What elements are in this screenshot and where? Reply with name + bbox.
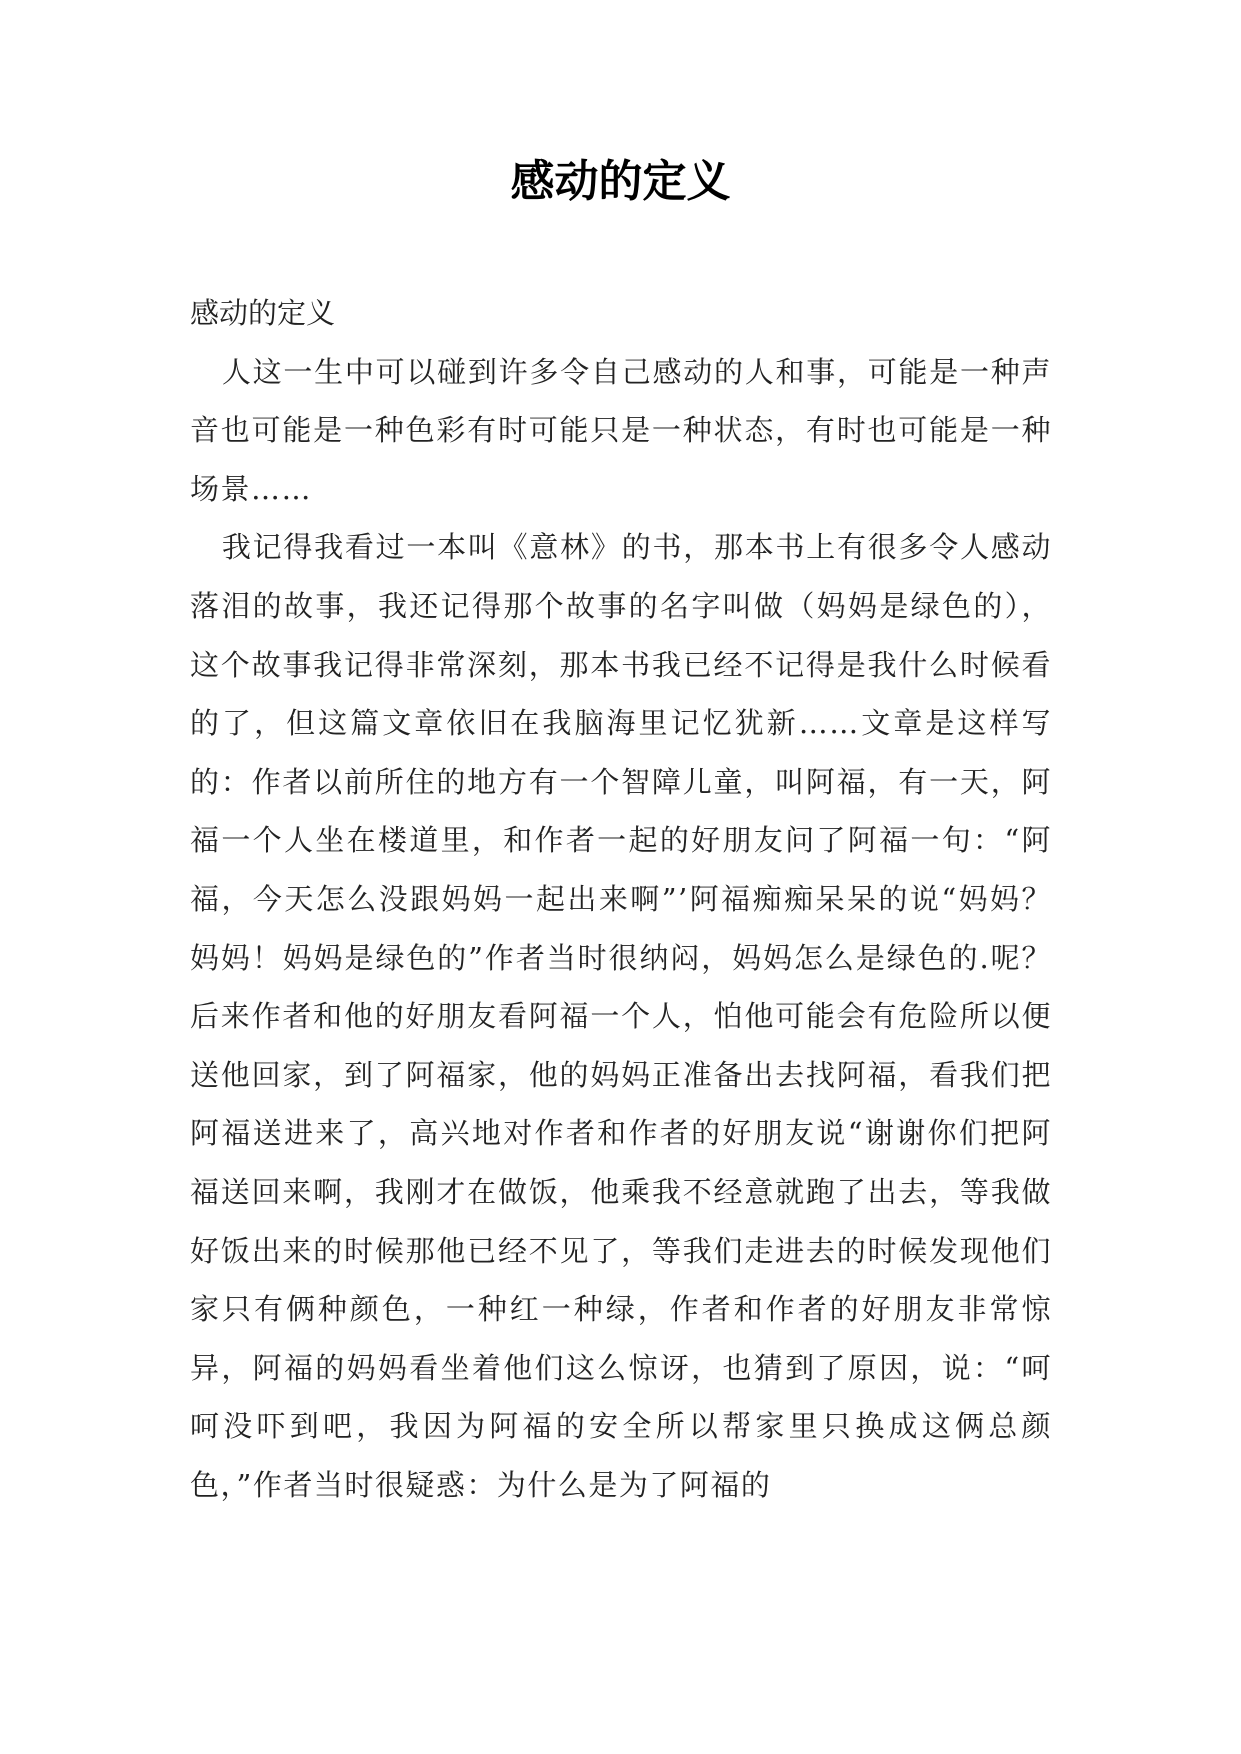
paragraph: 我记得我看过一本叫《意林》的书，那本书上有很多令人感动落泪的故事，我还记得那个故事的名字叫做（妈妈是绿色的），这个故事我记得非常深刻，那本书我已经不记得是我什么时候看的了，但这篇文章依旧在我脑海里记忆犹新……文章是这样写的：作者以前所住的地方有一个智障儿童，叫阿福，有一天，阿福一个人坐在楼道里，和作者一起的好朋友问了阿福一句：“阿福，今天怎么没跟妈妈一起出来啊”’阿福痴痴呆呆的说“妈妈？妈妈！妈妈是绿色的”作者当时很纳闷，妈妈怎么是绿色的.呢？后来作者和他的好朋友看阿福一个人，怕他可能会有危险所以便送他回家，到了阿福家，他的妈妈正准备出去找阿福，看我们把阿福送进来了，高兴地对作者和作者的好朋友说“谢谢你们把阿福送回来啊，我刚才在做饭，他乘我不经意就跑了出去，等我做好饭出来的时候那他已经不见了，等我们走进去的时候发现他们家只有俩种颜色，一种红一种绿，作者和作者的好朋友非常惊异，阿福的妈妈看坐着他们这么惊讶，也猜到了原因，说：“呵呵没吓到吧，我因为阿福的安全所以帮家里只换成这俩总颜色，”作者当时很疑惑：为什么是为了阿福的	[190, 530, 1052, 1502]
document-title: 感动的定义	[510, 156, 731, 207]
paragraph: 人这一生中可以碰到许多令自己感动的人和事，可能是一种声音也可能是一种色彩有时可能只是一种状态，有时也可能是一种场景……	[190, 354, 1052, 506]
document-subtitle: 感动的定义	[190, 296, 336, 330]
document-body	[190, 284, 1052, 1514]
